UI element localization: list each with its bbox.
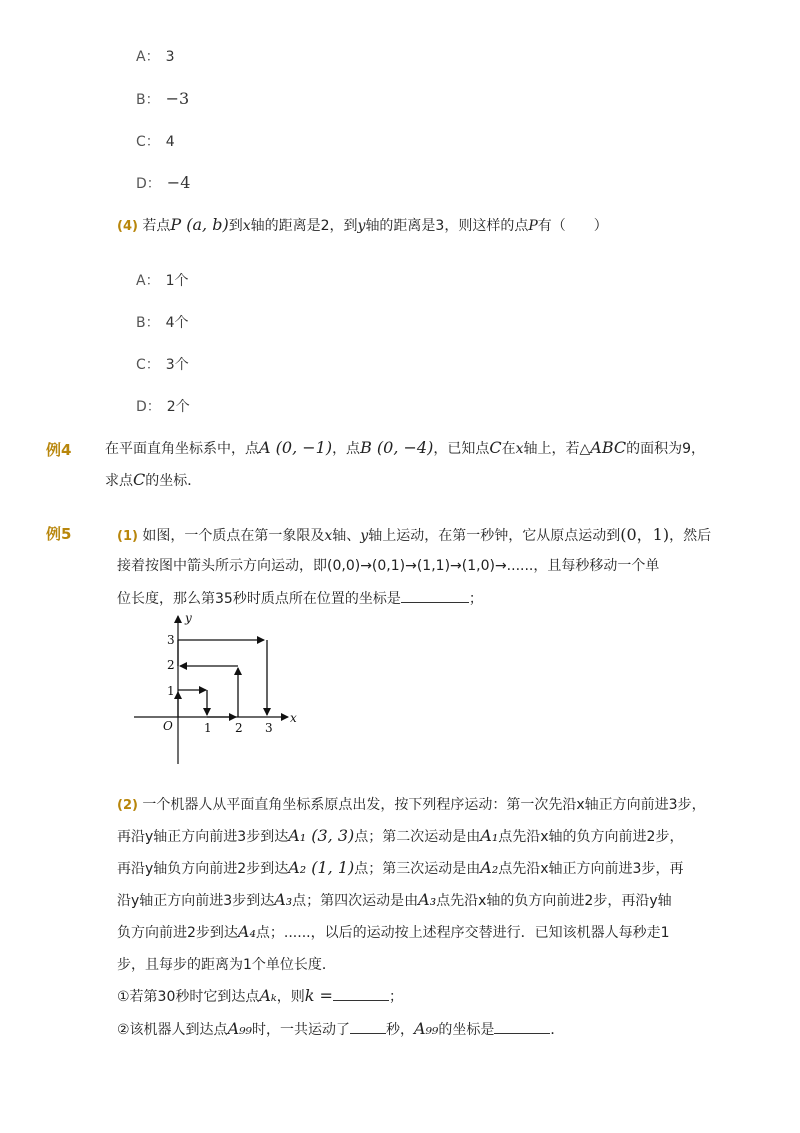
math-expr: A₉₉	[227, 1019, 252, 1038]
question-4	[117, 215, 608, 235]
question-text: 点；第四次运动是由	[292, 893, 419, 909]
example-text: 在	[501, 441, 516, 457]
option-a[interactable]	[136, 46, 175, 66]
option-label: D：	[136, 399, 161, 415]
option-label: C：	[136, 134, 160, 150]
example-5-p2-line-2	[117, 826, 683, 846]
math-expr: C	[133, 470, 146, 489]
question-text: 有（ ）	[537, 218, 608, 234]
example-4-label: 例4	[46, 441, 72, 459]
question-text: ；	[388, 989, 403, 1005]
question-text: ．	[550, 1022, 565, 1038]
math-expr: A₉₉	[413, 1019, 439, 1038]
math-expr: A₃	[418, 890, 437, 909]
math-expr: x	[242, 218, 251, 234]
question-text: 点先沿x轴的负方向前进2步，再沿y轴	[436, 893, 672, 909]
example-4-line-1	[105, 438, 705, 458]
math-expr: B (0, −4)	[360, 438, 434, 457]
math-expr: C	[489, 438, 502, 457]
answer-blank[interactable]	[401, 588, 469, 603]
x-tick-label: 3	[265, 721, 273, 735]
question-text: 如图，一个质点在第一象限及	[142, 528, 325, 544]
option-label: C：	[136, 357, 160, 373]
y-tick-label: 1	[167, 684, 175, 698]
example-text: 在平面直角坐标系中，点	[105, 441, 259, 457]
question-number: (4)	[117, 219, 138, 234]
y-axis-label: y	[185, 611, 192, 625]
option-c[interactable]	[136, 131, 175, 151]
answer-blank[interactable]	[350, 1019, 386, 1034]
example-5-p1-line-2: 接着按图中箭头所示方向运动，即(0,0)→(0,1)→(1,1)→(1,0)→......，且每秒移动一个单	[117, 558, 660, 574]
math-expr: P	[528, 218, 538, 234]
question-text: ，则	[276, 989, 305, 1005]
question-text: 一个机器人从平面直角坐标系原点出发，按下列程序运动：第一次先沿x轴正方向前进3步，	[142, 797, 706, 813]
math-expr: P (a, b)	[170, 215, 229, 234]
option-value: 3	[165, 49, 175, 65]
example-text: 的坐标．	[145, 473, 202, 489]
question-text: 点；第三次运动是由	[354, 861, 481, 877]
example-5-p2-question-2	[117, 1019, 564, 1039]
option-label: B：	[136, 92, 160, 108]
option-label: A：	[136, 49, 160, 65]
option-b[interactable]	[136, 312, 189, 332]
question-text: 负方向前进2步到达	[117, 925, 238, 941]
math-expr: A (0, −1)	[259, 438, 333, 457]
math-expr: A₁	[480, 826, 499, 845]
example-5-p2-line-5	[117, 922, 670, 942]
question-text: 的坐标是	[438, 1022, 495, 1038]
math-expr: A₁ (3, 3)	[288, 826, 355, 845]
question-text: 位长度，那么第35秒时质点所在位置的坐标是	[117, 591, 401, 607]
question-text: 再沿y轴负方向前进2步到达	[117, 861, 289, 877]
math-expr: A₂ (1, 1)	[288, 858, 355, 877]
option-value: 3个	[165, 357, 189, 373]
option-a[interactable]	[136, 270, 189, 290]
question-text: 轴的距离是2，到	[250, 218, 358, 234]
example-5-p2-line-3	[117, 858, 683, 878]
example-5-p1-line-3	[117, 588, 483, 608]
answer-blank[interactable]	[333, 986, 389, 1001]
option-value: 4	[165, 134, 175, 150]
y-tick-label: 3	[167, 633, 175, 647]
example-5-label: 例5	[46, 525, 72, 543]
question-text: 点先沿x轴的负方向前进2步，	[498, 829, 684, 845]
example-5-p2-line-1	[117, 794, 706, 814]
example-5-p2-line-4	[117, 890, 672, 910]
math-expr: k =	[304, 986, 333, 1005]
question-number: (1)	[117, 529, 138, 544]
example-4-line-2	[105, 470, 201, 490]
option-label: A：	[136, 273, 160, 289]
answer-blank[interactable]	[494, 1019, 550, 1034]
option-value: 2个	[166, 399, 190, 415]
question-text: 时，一共运动了	[251, 1022, 350, 1038]
question-number: (2)	[117, 798, 138, 813]
option-label: B：	[136, 315, 160, 331]
math-expr: A₃	[274, 890, 293, 909]
example-text: ，已知点	[433, 441, 490, 457]
question-text: 再沿y轴正方向前进3步到达	[117, 829, 289, 845]
option-c[interactable]	[136, 354, 189, 374]
question-text: 若点	[142, 218, 171, 234]
origin-label: O	[163, 719, 173, 733]
question-text: 点；......，以后的运动按上述程序交替进行．已知该机器人每秒走1	[255, 925, 670, 941]
question-text: ①若第30秒时它到达点	[117, 989, 260, 1005]
option-d[interactable]	[136, 396, 190, 416]
motion-path-figure	[130, 606, 305, 766]
option-b[interactable]	[136, 89, 189, 109]
option-label: D：	[136, 176, 161, 192]
question-text: 轴上运动，在第一秒钟，它从原点运动到	[368, 528, 621, 544]
example-text: 求点	[105, 473, 133, 489]
math-expr: A₂	[480, 858, 499, 877]
option-value: −4	[166, 173, 191, 192]
option-value: 4个	[165, 315, 189, 331]
question-text: 秒，	[385, 1022, 414, 1038]
option-value: −3	[165, 89, 190, 108]
question-text: ；	[468, 591, 483, 607]
question-text: 点先沿x轴正方向前进3步，再	[498, 861, 684, 877]
example-text: ，点	[332, 441, 361, 457]
y-tick-label: 2	[167, 658, 175, 672]
math-expr: x	[324, 528, 333, 544]
question-text: 到	[228, 218, 243, 234]
question-text: ②该机器人到达点	[117, 1022, 228, 1038]
example-text: 轴上，若△	[523, 441, 591, 457]
example-text: 的面积为9，	[626, 441, 706, 457]
example-5-p2-question-1	[117, 986, 403, 1006]
math-expr: y	[360, 528, 369, 544]
question-text: ，然后	[669, 528, 712, 544]
math-expr: (0，1)	[620, 525, 670, 544]
math-expr: ABC	[590, 438, 627, 457]
math-expr: A₄	[237, 922, 256, 941]
math-expr: x	[515, 441, 524, 457]
math-expr: Aₖ	[259, 986, 277, 1005]
example-5-p1-line-1	[117, 522, 711, 545]
question-text: 点；第二次运动是由	[354, 829, 481, 845]
option-d[interactable]	[136, 173, 190, 193]
question-text: 轴、	[332, 528, 361, 544]
question-text: 沿y轴正方向前进3步到达	[117, 893, 275, 909]
x-tick-label: 2	[235, 721, 243, 735]
option-value: 1个	[165, 273, 189, 289]
x-axis-label: x	[290, 711, 297, 725]
math-expr: y	[357, 218, 366, 234]
x-tick-label: 1	[204, 721, 212, 735]
example-5-p2-line-6: 步，且每步的距离为1个单位长度．	[117, 957, 336, 973]
question-text: 轴的距离是3，则这样的点	[365, 218, 529, 234]
